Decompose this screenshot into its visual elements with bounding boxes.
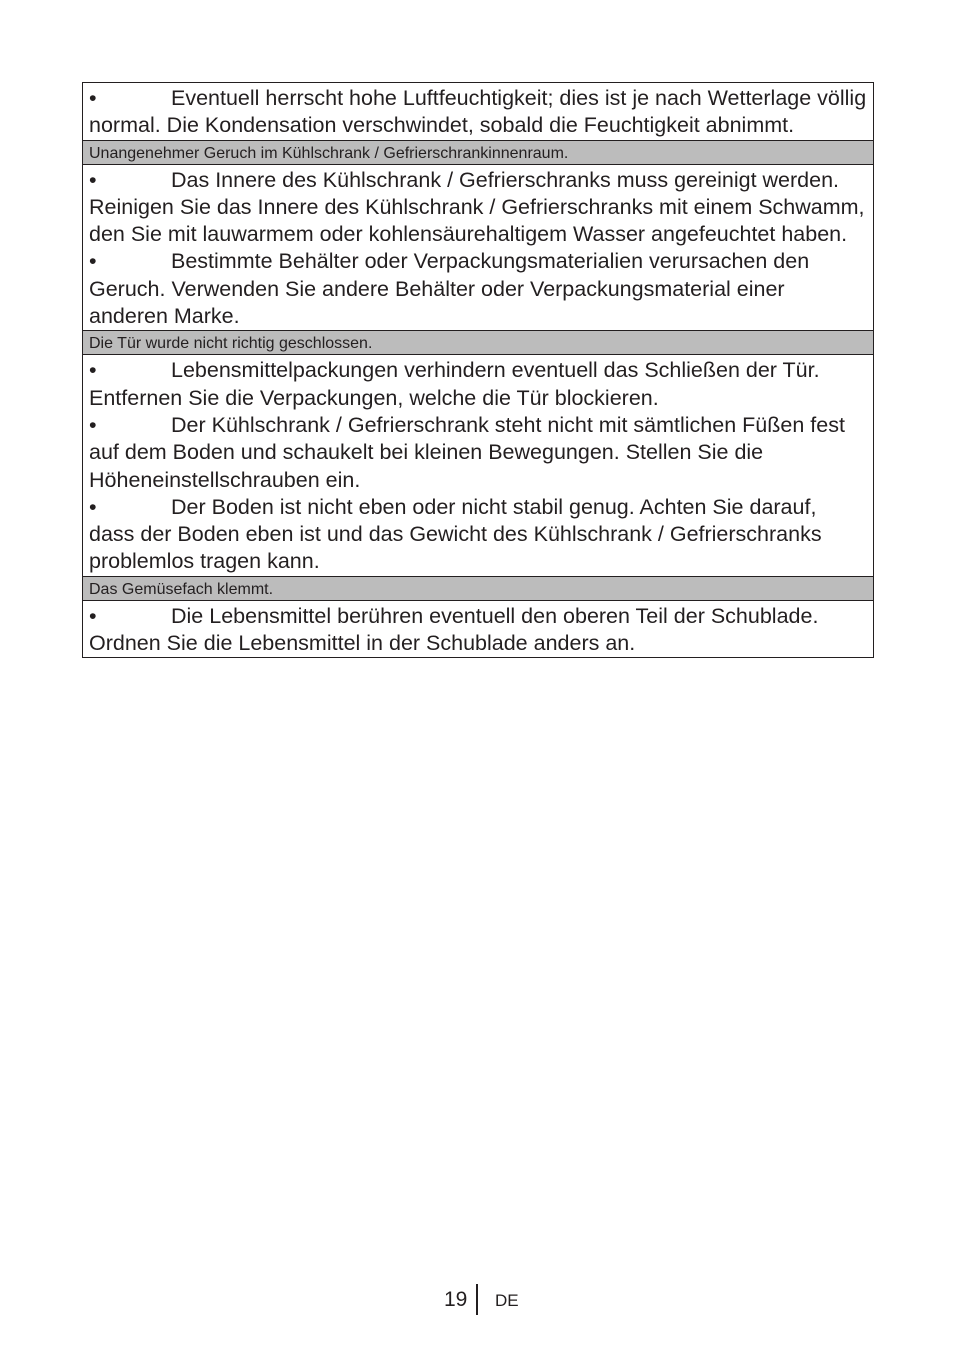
bullet-text: Lebensmittelpackungen verhindern eventuell das Schließen der Tür. Entfernen Sie die Verpackungen, welche die Tür blockieren. bbox=[89, 358, 820, 410]
problem-heading: Das Gemüsefach klemmt. bbox=[83, 576, 873, 601]
bullet-text: Bestimmte Behälter oder Verpackungsmaterialien verursachen den Geruch. Verwenden Sie andere Behälter oder Verpackungsmaterial einer anderen Marke. bbox=[89, 249, 810, 329]
bullet-item bbox=[89, 248, 867, 330]
bullet-symbol: • bbox=[89, 494, 97, 519]
solution-row bbox=[83, 83, 873, 140]
bullet-symbol: • bbox=[89, 249, 97, 274]
solution-row bbox=[83, 601, 873, 658]
bullet-symbol: • bbox=[89, 412, 97, 437]
bullet-text: Eventuell herrscht hohe Luftfeuchtigkeit; dies ist je nach Wetterlage völlig normal. Die Kondensation verschwindet, sobald die Feuchtigkeit abnimmt. bbox=[89, 86, 867, 138]
solution-row bbox=[83, 355, 873, 575]
bullet-text: Der Boden ist nicht eben oder nicht stabil genug. Achten Sie darauf, dass der Boden eben ist und das Gewicht des Kühlschrank / Gefrierschranks problemlos tragen kann. bbox=[89, 494, 822, 574]
footer-divider bbox=[476, 1284, 478, 1315]
page-number: 19 bbox=[444, 1288, 468, 1311]
bullet-text: Die Lebensmittel berühren eventuell den oberen Teil der Schublade. Ordnen Sie die Lebensmittel in der Schublade anders an. bbox=[89, 603, 819, 656]
problem-heading: Unangenehmer Geruch im Kühlschrank / Gefrierschrankinnenraum. bbox=[83, 140, 873, 165]
bullet-text: Das Innere des Kühlschrank / Gefrierschranks muss gereinigt werden. Reinigen Sie das Innere des Kühlschrank / Gefrierschranks mit einem Schwamm, den Sie mit lauwarmem oder kohlensäurehaltigem Wasser angefeuchtet haben. bbox=[89, 167, 865, 247]
page-footer bbox=[0, 1284, 954, 1316]
bullet-item bbox=[89, 603, 867, 658]
bullet-symbol: • bbox=[89, 167, 97, 192]
bullet-symbol: • bbox=[89, 603, 97, 628]
bullet-symbol: • bbox=[89, 86, 97, 110]
problem-heading: Die Tür wurde nicht richtig geschlossen. bbox=[83, 330, 873, 355]
solution-row bbox=[83, 165, 873, 331]
bullet-item bbox=[89, 412, 867, 494]
bullet-symbol: • bbox=[89, 358, 97, 383]
bullet-item bbox=[89, 357, 867, 412]
bullet-item bbox=[89, 167, 867, 249]
bullet-item bbox=[89, 85, 867, 140]
bullet-item bbox=[89, 494, 867, 576]
bullet-text: Der Kühlschrank / Gefrierschrank steht nicht mit sämtlichen Füßen fest auf dem Boden und schaukelt bei kleinen Bewegungen. Stellen Sie die Höheneinstellschrauben ein. bbox=[89, 412, 845, 492]
language-code: DE bbox=[495, 1291, 519, 1310]
troubleshooting-table bbox=[82, 82, 874, 658]
